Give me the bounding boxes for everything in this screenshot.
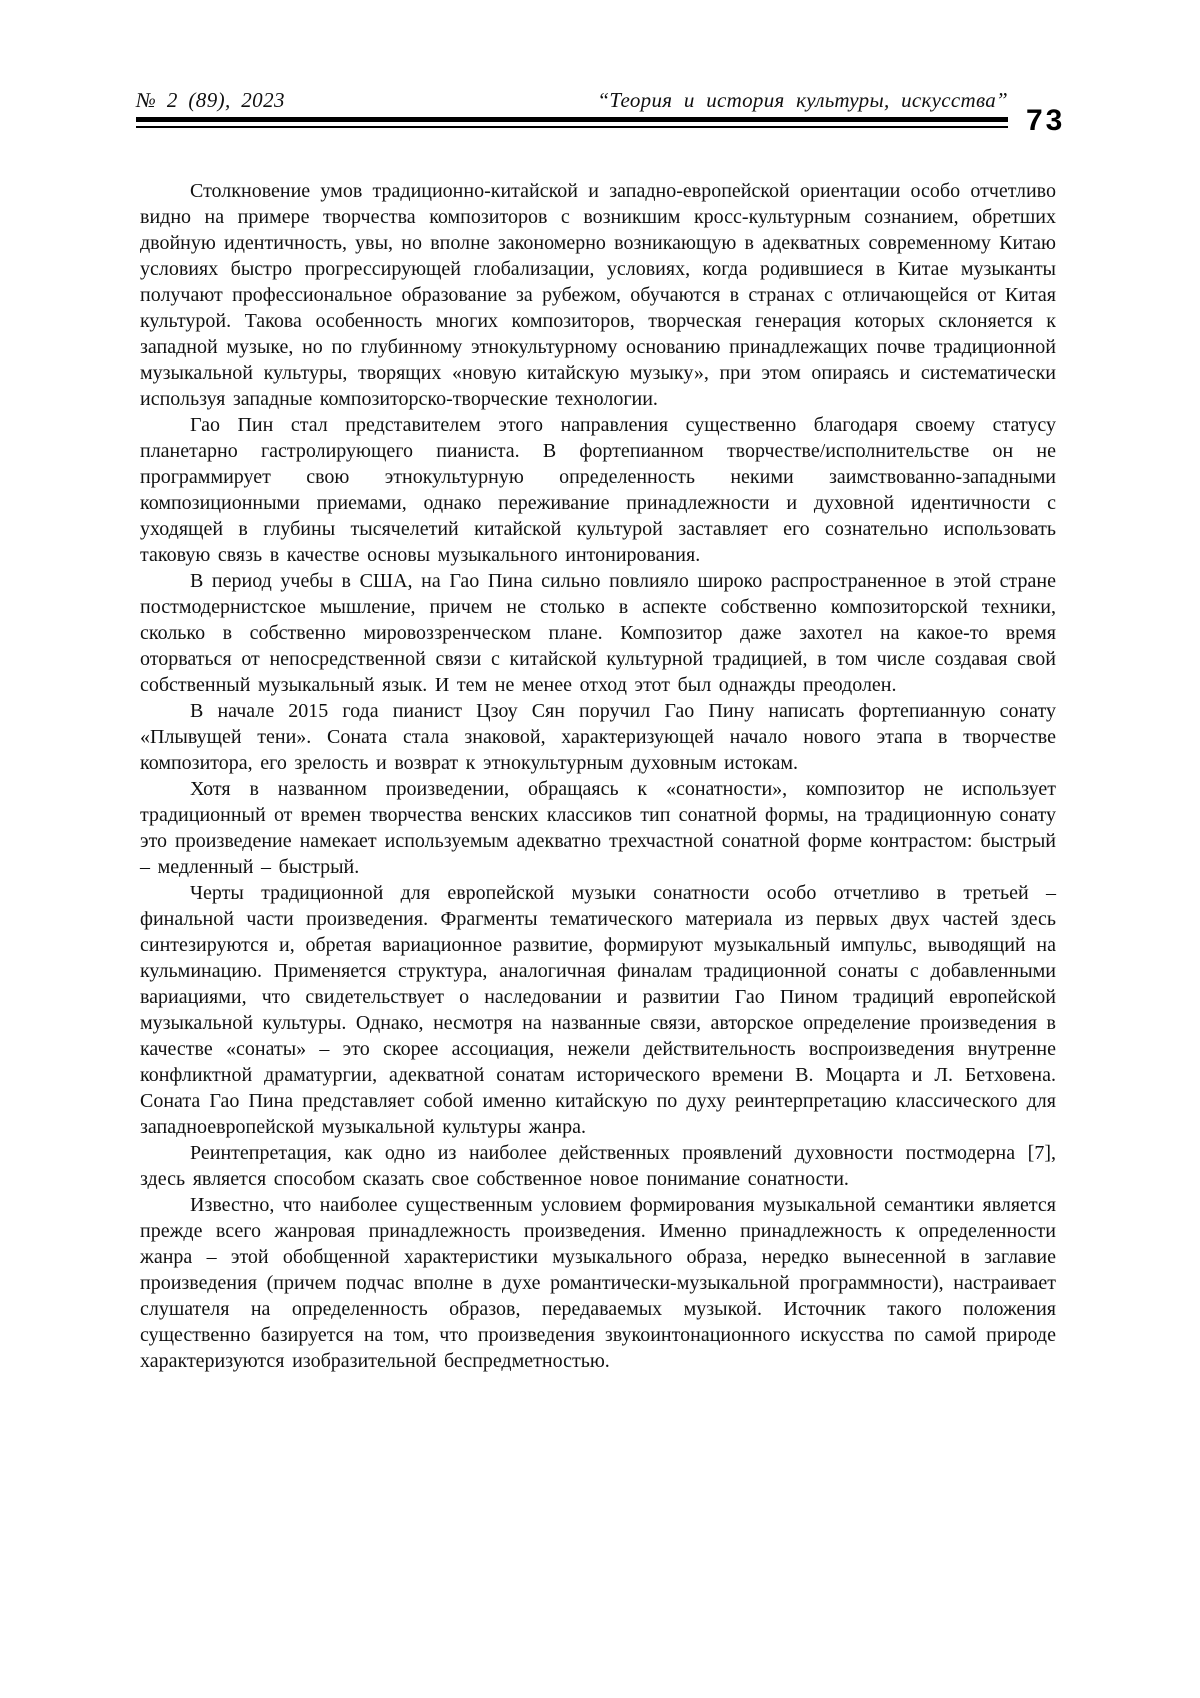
body-paragraph: Столкновение умов традиционно-китайской и западно-европейской ориентации особо отчетливо видно на примере творчества композиторов с возникшим кросс-культурным сознанием, обретших двойную идентичность, увы, но вполне закономерно возникающую в адекватных современному Китаю условиях быстро прогрессирующей глобализации, условиях, когда родившиеся в Китае музыканты получают профессиональное образование за рубежом, обучаются в странах с отличающейся от Китая культурой. Такова особенность многих композиторов, творческая генерация которых склоняется к западной музыке, но по глубинному этнокультурному основанию принадлежащих почве традиционной музыкальной культуры, творящих «новую китайскую музыку», при этом опираясь и систематически используя западные композиторско-творческие технологии. (140, 180, 1056, 410)
body-paragraph: В начале 2015 года пианист Цзоу Сян поручил Гао Пину написать фортепианную сонату «Плывущей тени». Соната стала знаковой, характеризующей начало нового этапа в творчестве композитора, его зрелость и возврат к этнокультурным духовным истокам. (140, 700, 1056, 774)
body-paragraph: Известно, что наиболее существенным условием формирования музыкальной семантики является прежде всего жанровая принадлежность произведения. Именно принадлежность к определенности жанра – этой обобщенной характеристики музыкального образа, нередко вынесенной в заглавие произведения (причем подчас вполне в духе романтически-музыкальной программности), настраивает слушателя на определенность образов, передаваемых музыкой. Источник такого положения существенно базируется на том, что произведения звукоинтонационного искусства по самой природе характеризуются изобразительной беспредметностью. (140, 1194, 1056, 1372)
body-paragraph: Реинтепретация, как одно из наиболее действенных проявлений духовности постмодерна [7], здесь является способом сказать свое собственное новое понимание сонатности. (140, 1142, 1056, 1190)
body-paragraph: Гао Пин стал представителем этого направления существенно благодаря своему статусу планетарно гастролирующего пианиста. В фортепианном творчестве/исполнительстве он не программирует свою этнокультурную определенность некими заимствованно-западными композиционными приемами, однако переживание принадлежности и духовной идентичности с уходящей в глубины тысячелетий китайской культурой заставляет его сознательно использовать таковую связь в качестве основы музыкального интонирования. (140, 414, 1056, 566)
issue-number: № 2 (89), 2023 (136, 88, 285, 112)
header-double-rule (136, 117, 1008, 128)
page-number: 73 (1026, 104, 1066, 137)
body-paragraph: В период учебы в США, на Гао Пина сильно повлияло широко распространенное в этой стране постмодернистское мышление, причем не столько в аспекте собственно композиторской техники, сколько в собственно мировоззренческом плане. Композитор даже захотел на какое-то время оторваться от непосредственной связи с китайской культурной традицией, в том числе создавая свой собственный музыкальный язык. И тем не менее отход этот был однажды преодолен. (140, 570, 1056, 696)
body-paragraph: Черты традиционной для европейской музыки сонатности особо отчетливо в третьей – финальной части произведения. Фрагменты тематического материала из первых двух частей здесь синтезируются и, обретая вариационное развитие, формируют музыкальный импульс, выводящий на кульминацию. Применяется структура, аналогичная финалам традиционной сонаты с добавленными вариациями, что свидетельствует о наследовании и развитии Гао Пином традиций европейской музыкальной культуры. Однако, несмотря на названные связи, авторское определение произведения в качестве «сонаты» – это скорее ассоциация, нежели действительность воспроизведения внутренне конфликтной драматургии, адекватной сонатам исторического времени В. Моцарта и Л. Бетховена. Соната Гао Пина представляет собой именно китайскую по духу реинтерпретацию классического для западноевропейской музыкальной культуры жанра. (140, 882, 1056, 1138)
running-head (136, 88, 1008, 128)
article-text (140, 178, 1056, 1374)
body-paragraph: Хотя в названном произведении, обращаясь к «сонатности», композитор не использует традиционный от времен творчества венских классиков тип сонатной формы, на традиционную сонату это произведение намекает используемым адекватно трехчастной сонатной форме контрастом: быстрый – медленный – быстрый. (140, 778, 1056, 878)
journal-title: “Теория и история культуры, искусства” (597, 88, 1008, 112)
